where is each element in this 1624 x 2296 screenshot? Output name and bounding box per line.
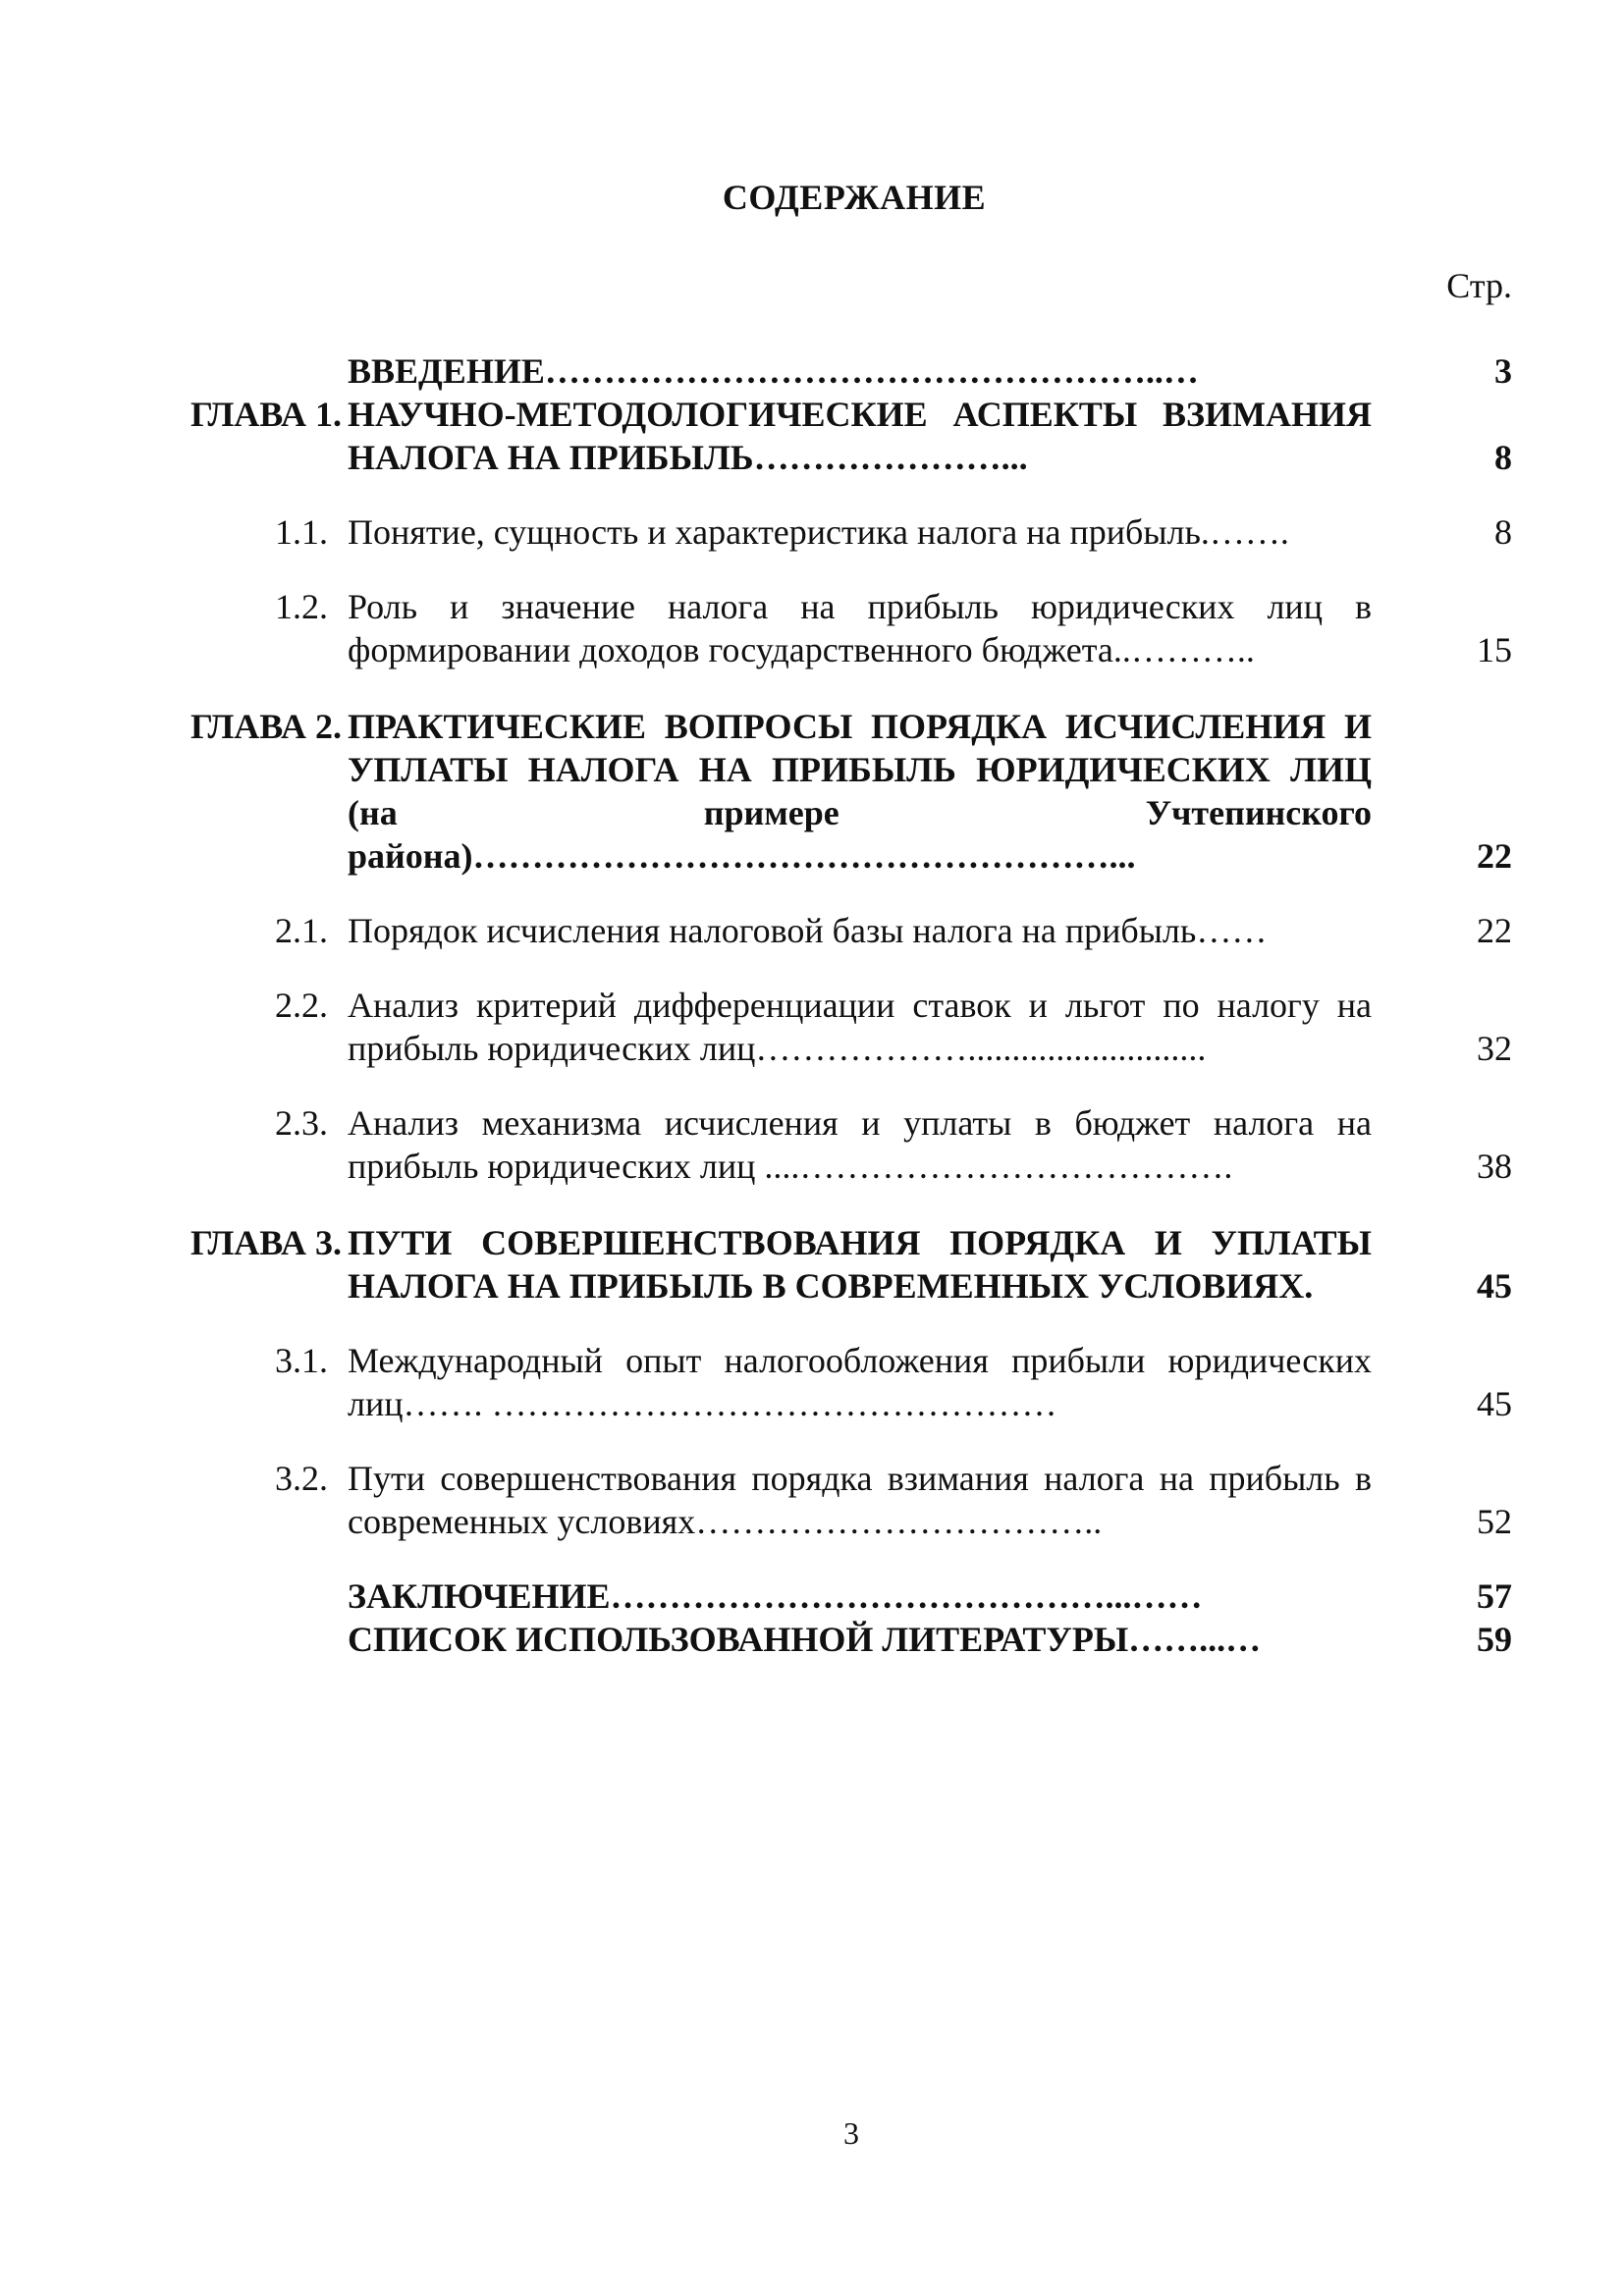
toc-entry-section-1-2[interactable] <box>0 585 1624 671</box>
toc-entry-title: Международный опыт налогообложения прибыли юридических лиц……. ………………………………………… <box>348 1341 1372 1423</box>
toc-entry-title: Понятие, сущность и характеристика налога на прибыль.……. <box>348 512 1289 552</box>
toc-entry-page: 8 <box>1494 512 1512 552</box>
toc-entry-label <box>190 1618 348 1661</box>
toc-entry-page: 32 <box>1477 1029 1512 1068</box>
toc-entry-chapter-2[interactable] <box>0 705 1624 878</box>
toc-entry-label: 2.1. <box>275 911 328 950</box>
toc-entry-title: ЗАКЛЮЧЕНИЕ……………………………………...…… <box>348 1576 1203 1616</box>
toc-entry-references[interactable] <box>0 1618 1624 1661</box>
toc-entry-page: 15 <box>1477 630 1512 669</box>
toc-entry-label: 1.2. <box>275 587 328 626</box>
toc-entry-label <box>190 349 348 393</box>
toc-entry-section-2-2[interactable] <box>0 984 1624 1070</box>
toc-entry-page: 22 <box>1477 911 1512 950</box>
toc-entry-page: 22 <box>1477 836 1512 876</box>
toc-entry-label: 1.1. <box>275 512 328 552</box>
toc-entry-title: ПРАКТИЧЕСКИЕ ВОПРОСЫ ПОРЯДКА ИСЧИСЛЕНИЯ И УПЛАТЫ НАЛОГА НА ПРИБЫЛЬ ЮРИДИЧЕСКИХ ЛИЦ (на примере Учтепинского района)………………………………………………... <box>348 707 1372 876</box>
toc-entry-conclusion[interactable] <box>0 1575 1624 1618</box>
toc-entry-title: Порядок исчисления налоговой базы налога на прибыль…… <box>348 911 1268 950</box>
toc-entry-title: Роль и значение налога на прибыль юридических лиц в формировании доходов государственного бюджета..……….. <box>348 587 1372 669</box>
toc-entry-label <box>190 1575 348 1618</box>
toc-entry-title: ПУТИ СОВЕРШЕНСТВОВАНИЯ ПОРЯДКА И УПЛАТЫ НАЛОГА НА ПРИБЫЛЬ В СОВРЕМЕННЫХ УСЛОВИЯХ. <box>348 1223 1372 1306</box>
toc-entry-label: 2.2. <box>275 986 328 1025</box>
toc-entry-title: СПИСОК ИСПОЛЬЗОВАННОЙ ЛИТЕРАТУРЫ……...… <box>348 1620 1262 1659</box>
toc-entry-page: 3 <box>1494 351 1512 391</box>
toc-entry-page: 8 <box>1494 438 1512 477</box>
toc-entry-page: 52 <box>1477 1502 1512 1541</box>
toc-entry-title: ВВЕДЕНИЕ……………………………………………..… <box>348 351 1199 391</box>
toc-entry-title: Анализ механизма исчисления и уплаты в бюджет налога на прибыль юридических лиц ....………………………………. <box>348 1103 1372 1186</box>
toc-entry-page: 45 <box>1477 1266 1512 1306</box>
toc-entry-page: 57 <box>1477 1576 1512 1616</box>
toc-entry-section-3-2[interactable] <box>0 1457 1624 1543</box>
toc-entry-title: Пути совершенствования порядка взимания налога на прибыль в современных условиях…………………………….. <box>348 1459 1372 1541</box>
toc-entry-label: ГЛАВА 3. <box>190 1223 343 1262</box>
toc-entry-label: ГЛАВА 1. <box>190 395 343 434</box>
toc-entry-page: 45 <box>1477 1384 1512 1423</box>
toc-entry-section-3-1[interactable] <box>0 1339 1624 1425</box>
toc-entry-label: 3.1. <box>275 1341 328 1380</box>
toc-entry-title: Анализ критерий дифференциации ставок и льгот по налогу на прибыль юридических лиц………………........................... <box>348 986 1372 1068</box>
page-title: СОДЕРЖАНИЕ <box>722 178 987 217</box>
page-column-label: Стр. <box>1446 266 1512 305</box>
table-of-contents <box>0 349 1624 1661</box>
toc-entry-label: 3.2. <box>275 1459 328 1498</box>
toc-entry-section-2-3[interactable] <box>0 1101 1624 1188</box>
toc-entry-introduction[interactable] <box>0 349 1624 393</box>
toc-entry-section-2-1[interactable] <box>0 909 1624 952</box>
toc-entry-label: ГЛАВА 2. <box>190 707 343 746</box>
toc-entry-label: 2.3. <box>275 1103 328 1143</box>
toc-entry-chapter-3[interactable] <box>0 1221 1624 1308</box>
page-number: 3 <box>843 2115 859 2151</box>
toc-entry-page: 59 <box>1477 1620 1512 1659</box>
toc-entry-chapter-1[interactable] <box>0 393 1624 479</box>
toc-entry-title: НАУЧНО-МЕТОДОЛОГИЧЕСКИЕ АСПЕКТЫ ВЗИМАНИЯ НАЛОГА НА ПРИБЫЛЬ…………………... <box>348 395 1372 477</box>
toc-entry-page: 38 <box>1477 1147 1512 1186</box>
toc-entry-section-1-1[interactable] <box>0 510 1624 554</box>
